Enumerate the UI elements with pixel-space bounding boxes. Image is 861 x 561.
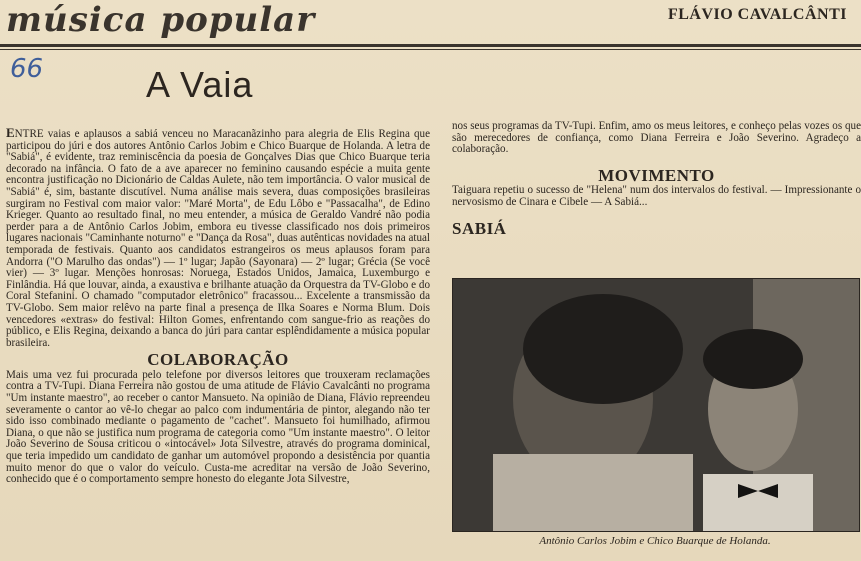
photo-jobim-chico [452,278,860,532]
author-name: FLÁVIO CAVALCÂNTI [667,6,847,23]
photo-caption: Antônio Carlos Jobim e Chico Buarque de Holanda. [539,535,771,547]
handwritten-page-number: 66 [10,54,44,84]
paragraph-movimento: Taiguara repetiu o sucesso de "Helena" num dos intervalos do festival. — Impressionante o nervosismo de Cinara e Cibele — A Sabiá... [452,184,861,208]
left-column [6,127,430,486]
header-rule [0,44,861,47]
subheading-sabia: SABIÁ [452,218,507,238]
subheading-colaboracao: COLABORAÇÃO [147,350,289,370]
article-title: A Vaia [146,64,254,105]
right-column [452,121,861,238]
paragraph-colaboracao: Mais uma vez fui procurada pelo telefone por diversos leitores que trouxeram reclamações contra a TV-Tupi. Diana Ferreira não gostou de uma atitude de Flávio Cavalcânti no programa "Um instante maestro", ao receber o cantor Mansueto. Na opinião de Diana, Flávio repreendeu severamente o cantor ao vê-lo chegar ao palco com indumentária de pintor, alegando não ter sido isso combinado mediante o pagamento de "cachet". Mansueto foi humilhado, afirmou Diana, o que não se justifica num programa de categoria como "Um instante maestro". O leitor João Severino de Sousa criticou o «intocável» Jota Silvestre, através do programa dominical, que teria impedido um candidato de ganhar um automóvel propondo a desistência por quantia muito menor do que o valor do veículo. Custa-me acreditar na versão de João Severino, conhecido que é o comportamento sempre honesto do elegante Jota Silvestre, [6,368,430,486]
header-rule-thin [0,49,861,50]
paragraph-vaia: ENTRE vaias e aplausos a sabiá venceu no Maracanãzinho para alegria de Elis Regina que participou do júri e dos autores Antônio Carlos Jobim e Chico Buarque de Holanda. A letra de "Sabiá", é evidente, traz reminiscência da poesia de Gonçalves Dias que Chico Buarque teria decorado na infância. O fato de a ave aparecer no feminino causando espécie a muita gente encontra justificação no Dicionário de Caldas Aulete, não tem importância. O valor musical de "Sabiá" é, sim, bastante discutível. Numa análise mais severa, duas composições brasileiras surgiram no Festival com maior valor: "Maré Morta", de Edu Lôbo e "Passacalha", de Edino Krieger. Quanto ao resultado final, no meu entender, a música de Geraldo Vandré não podia perder para a de Antônio Carlos Jobim, embora eu tivesse classificado nos dois primeiros lugares nacionais "Caminhante noturno" e "Dança da Rosa", duas autênticas novidades na atual temporada de festivais. Quanto aos candidatos estrangeiros os meus aplausos foram para Andorra ("O Marulho das ondas") — 1º lugar; Japão (Sayonara) — 2º lugar; Grécia (Se você vier) — 3º lugar. Menções honrosas: Noruega, Estados Unidos, Jamaica, Luxemburgo e Finlândia. Há que louvar, ainda, a exaustiva e brilhante atuação da Orquestra da TV-Globo e do Coral Stefanini. O chamado "computador eletrônico" fracassou... Excelente a transmissão da TV-Globo. Sem maior relêvo na parte final a presença de Ilka Soares e Norma Blum. Dois vencedores «extras» do festival: Hilton Gomes, enfrentando com sangue-frio as reações do público, e Elis Regina, deixando a banca do júri para cantar esplêndidamente a música popular brasileira. [6,125,430,349]
subheading-movimento: MOVIMENTO [598,165,715,185]
paragraph-colaboracao-continued: nos seus programas da TV-Tupi. Enfim, amo os meus leitores, e conheço pelas vozes os que são merecedores de confiança, como Diana Ferreira e João Severino. Agradeço a colaboração. [452,120,861,156]
photo-illustration [453,279,859,531]
section-title: música popular [6,0,316,40]
